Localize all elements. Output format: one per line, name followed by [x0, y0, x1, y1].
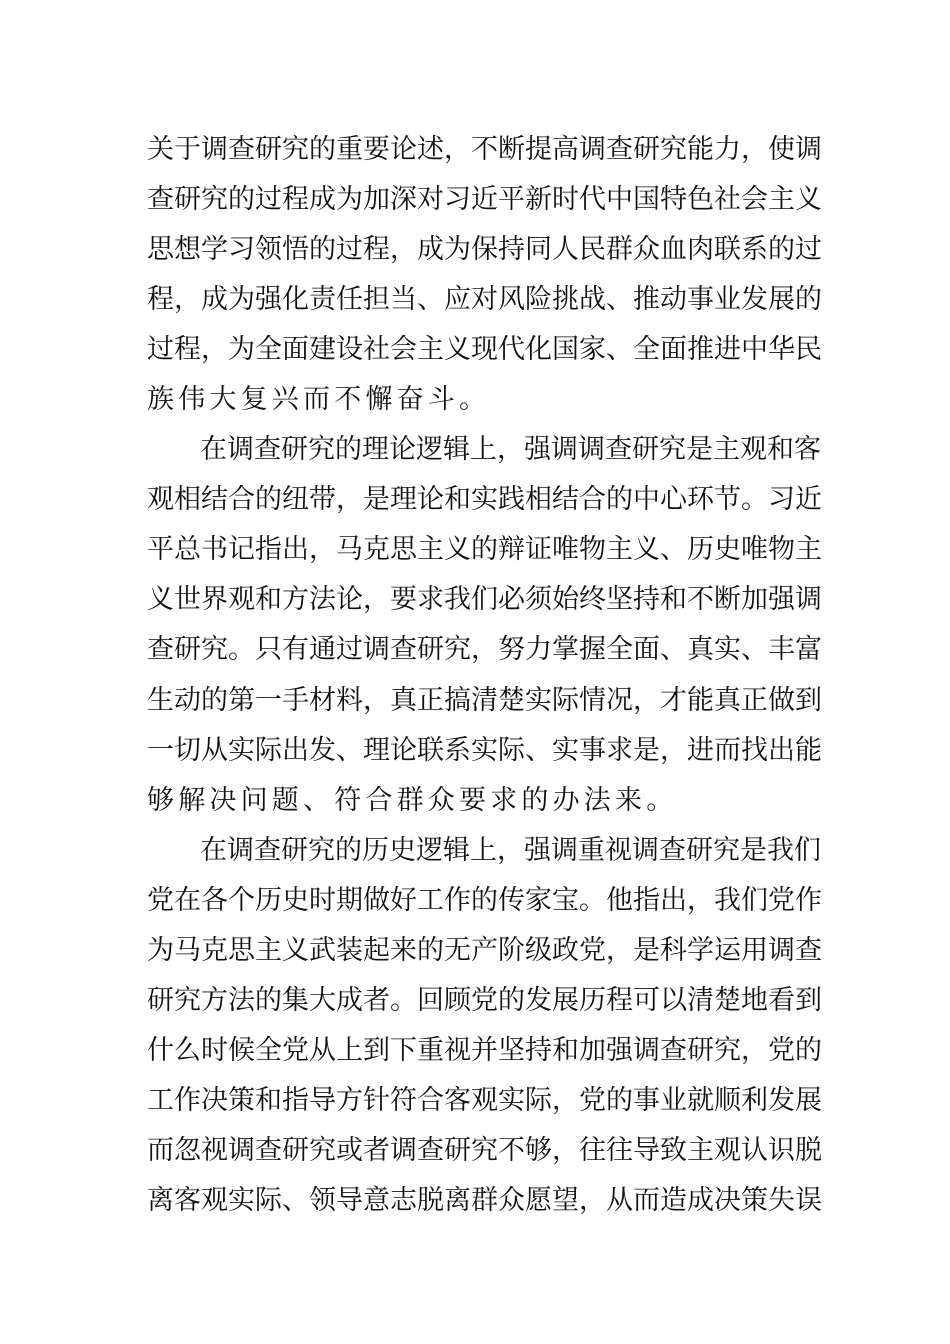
text-line: 在调查研究的历史逻辑上，强调重视调查研究是我们	[200, 834, 821, 866]
text-line: 在调查研究的理论逻辑上，强调调查研究是主观和客	[200, 434, 821, 466]
text-line: 平总书记指出，马克思主义的辩证唯物主义、历史唯物主	[147, 534, 822, 566]
text-line: 离客观实际、领导意志脱离群众愿望，从而造成决策失误	[147, 1184, 822, 1216]
text-line: 查研究的过程成为加深对习近平新时代中国特色社会主义	[147, 184, 822, 216]
text-line: 查研究。只有通过调查研究，努力掌握全面、真实、丰富	[147, 634, 822, 666]
text-line: 过程，为全面建设社会主义现代化国家、全面推进中华民	[147, 334, 822, 366]
paragraph-1	[147, 125, 822, 425]
text-line: 思想学习领悟的过程，成为保持同人民群众血肉联系的过	[147, 234, 822, 266]
text-line: 什么时候全党从上到下重视并坚持和加强调查研究，党的	[147, 1034, 822, 1066]
text-line: 工作决策和指导方针符合客观实际，党的事业就顺利发展	[147, 1084, 822, 1116]
text-line: 研究方法的集大成者。回顾党的发展历程可以清楚地看到	[147, 984, 822, 1016]
text-line: 一切从实际出发、理论联系实际、实事求是，进而找出能	[147, 734, 822, 766]
text-line: 够解决问题、符合群众要求的办法来。	[147, 784, 678, 816]
text-line: 义世界观和方法论，要求我们必须始终坚持和不断加强调	[147, 584, 822, 616]
text-line: 生动的第一手材料，真正搞清楚实际情况，才能真正做到	[147, 684, 822, 716]
text-line: 党在各个历史时期做好工作的传家宝。他指出，我们党作	[147, 884, 822, 916]
text-line: 观相结合的纽带，是理论和实践相结合的中心环节。习近	[147, 484, 822, 516]
paragraph-3	[147, 826, 822, 1226]
text-line: 而忽视调查研究或者调查研究不够，往往导致主观认识脱	[147, 1134, 822, 1166]
document-page	[147, 125, 822, 1226]
text-line: 族伟大复兴而不懈奋斗。	[147, 384, 491, 416]
text-line: 程，成为强化责任担当、应对风险挑战、推动事业发展的	[147, 284, 822, 316]
text-line: 关于调查研究的重要论述，不断提高调查研究能力，使调	[147, 134, 822, 165]
paragraph-2	[147, 425, 822, 825]
text-line: 为马克思主义武装起来的无产阶级政党，是科学运用调查	[147, 934, 822, 966]
